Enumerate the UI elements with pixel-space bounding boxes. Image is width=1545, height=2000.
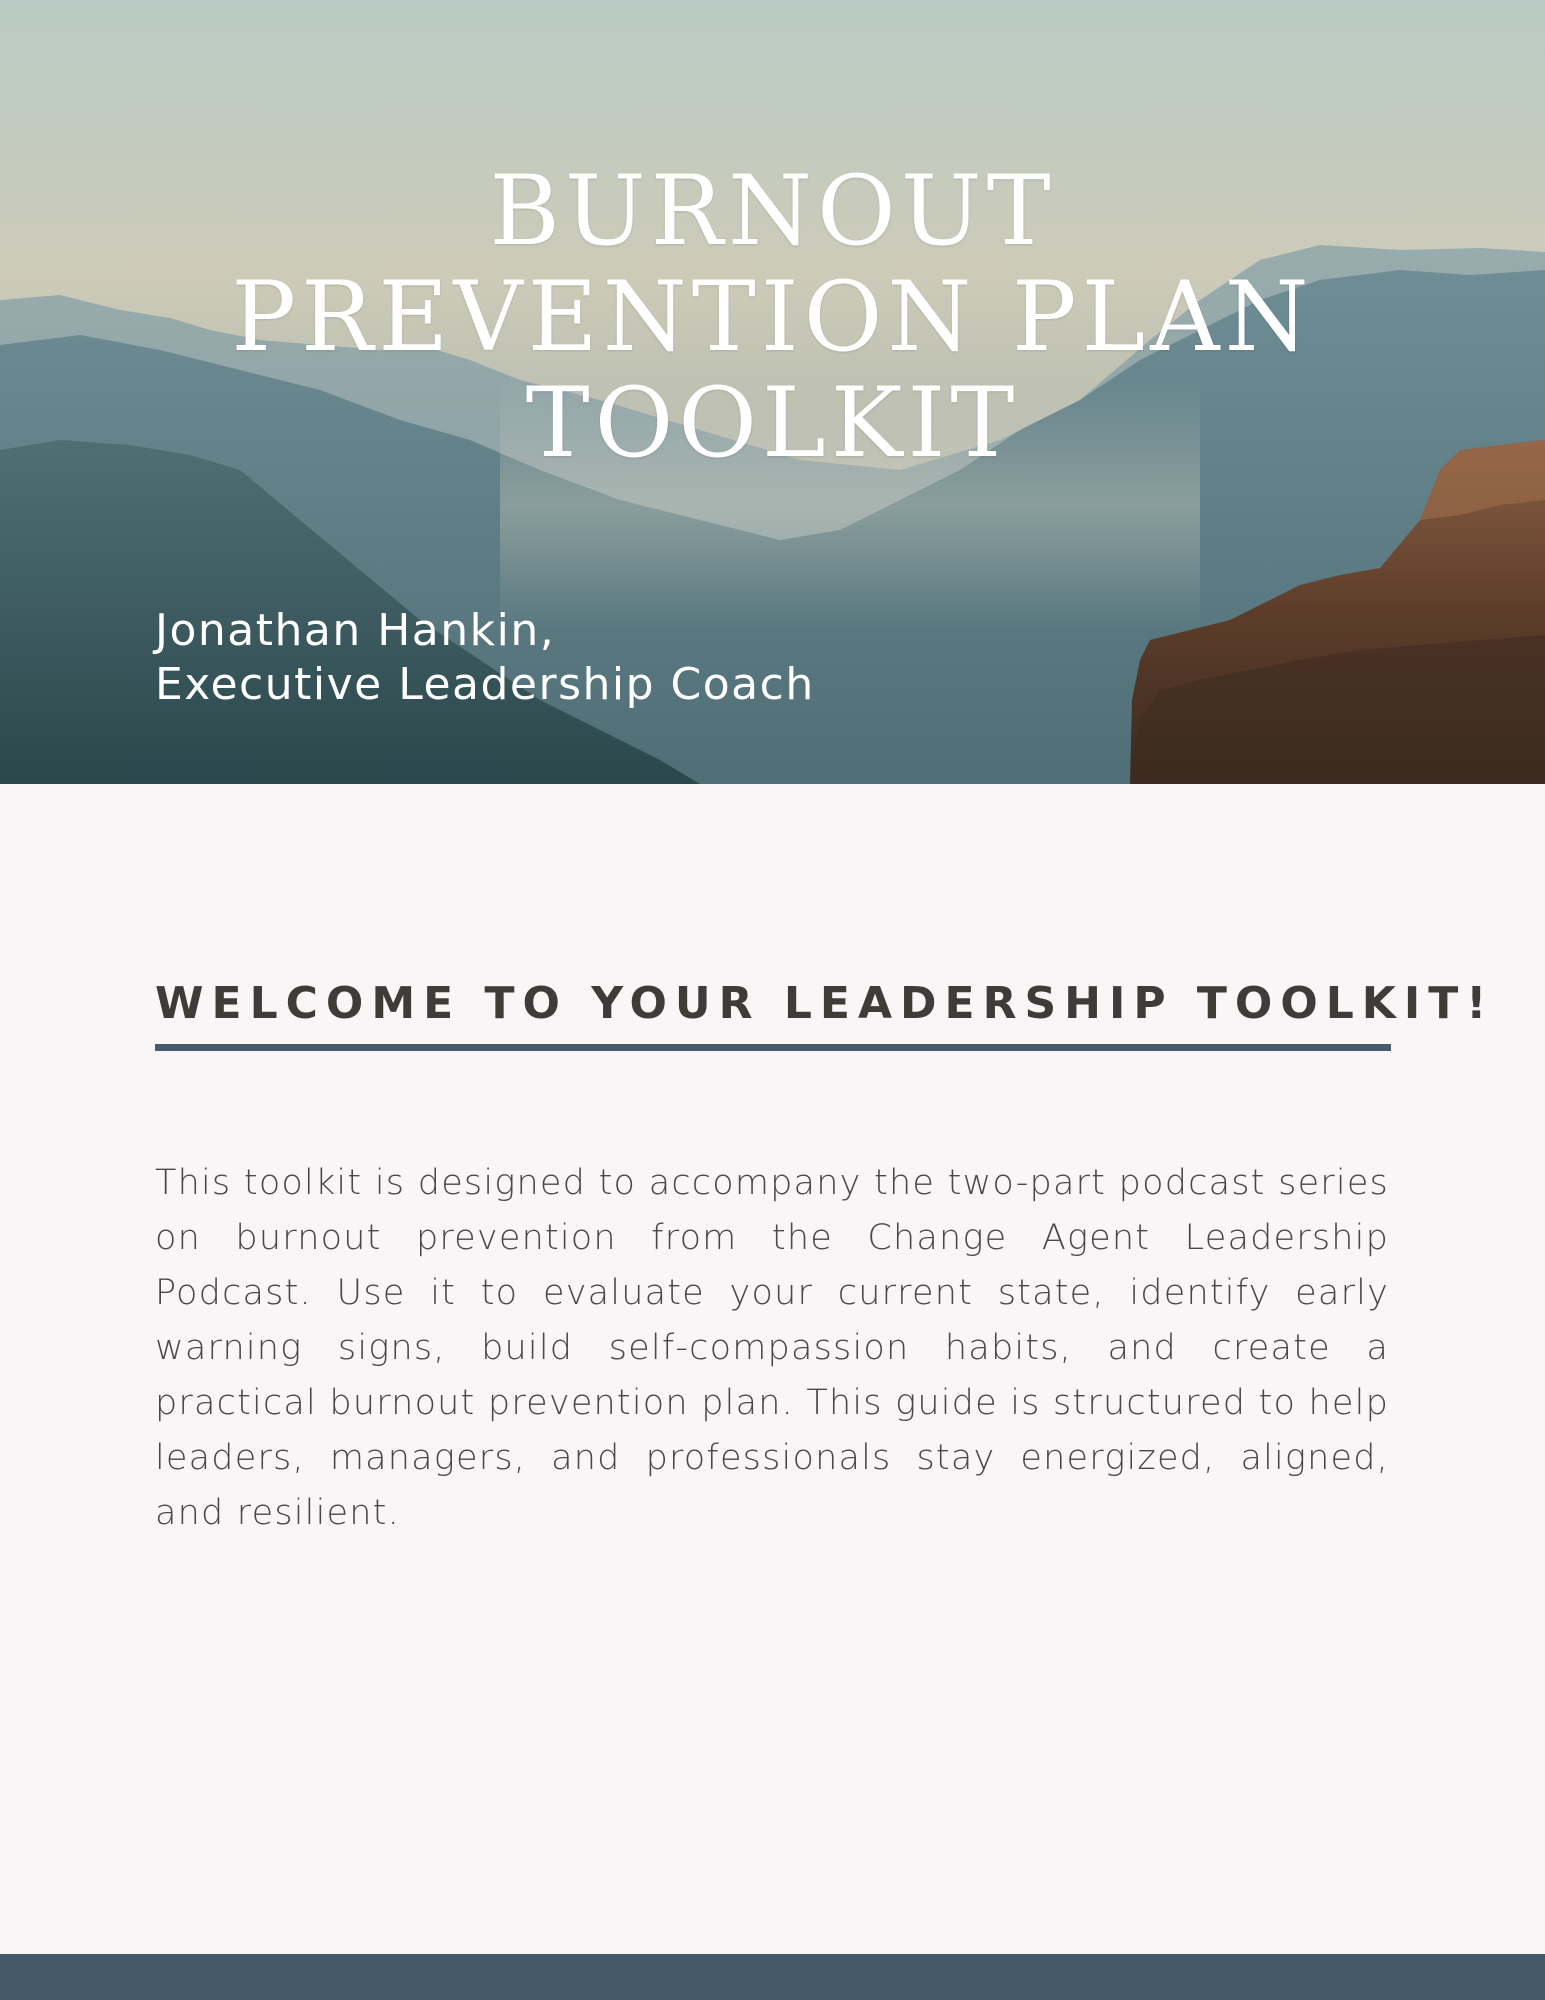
author-block xyxy=(155,604,815,712)
title-line-2: PREVENTION PLAN xyxy=(231,261,1314,373)
author-role: Executive Leadership Coach xyxy=(155,659,815,710)
document-title xyxy=(0,155,1545,479)
footer-bar xyxy=(0,1954,1545,2000)
intro-paragraph: This toolkit is designed to accompany the two-part podcast series on burnout prevention from the Change Agent Leadership Podcast. Use it to evaluate your current state, identify early warning signs, build self-compassion habits, and create a practical burnout prevention plan. This guide is structured to help leaders, managers, and professionals stay energized, aligned, and resilient. xyxy=(155,1163,1389,1533)
welcome-section xyxy=(155,974,1495,1051)
author-name: Jonathan Hankin, xyxy=(155,605,556,656)
title-line-3: TOOLKIT xyxy=(525,367,1020,479)
title-line-1: BURNOUT xyxy=(489,155,1056,267)
section-heading: WELCOME TO YOUR LEADERSHIP TOOLKIT! xyxy=(155,978,1495,1029)
heading-underline xyxy=(155,1044,1391,1051)
hero-banner xyxy=(0,0,1545,784)
